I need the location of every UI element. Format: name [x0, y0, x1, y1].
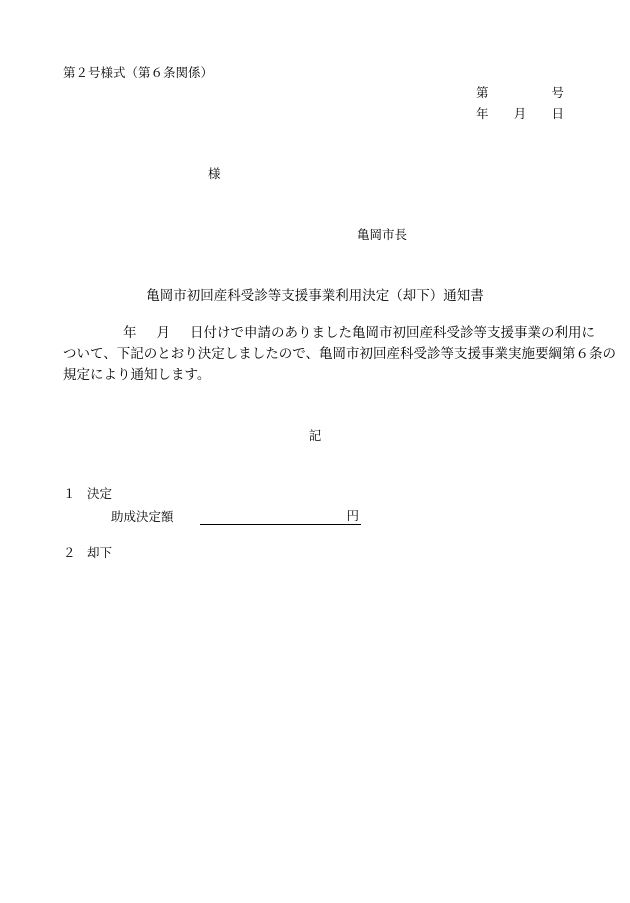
- body-month-label: 月: [156, 325, 170, 341]
- item-decision: [63, 486, 112, 502]
- body-year-label: 年: [123, 325, 137, 341]
- item-number: ２: [63, 545, 76, 560]
- form-reference: 第２号様式（第６条関係）: [63, 65, 214, 80]
- recipient-honorific: 様: [208, 166, 221, 181]
- date-day-label: 日: [551, 106, 564, 121]
- number-prefix: 第: [476, 85, 489, 100]
- body-paragraph: [63, 323, 616, 386]
- body-line-2: ついて、下記のとおり決定しましたので、亀岡市初回産科受診等支援事業実施要綱第６条の: [63, 346, 616, 362]
- document-number-row: [476, 85, 564, 101]
- item-label: 決定: [87, 486, 113, 501]
- ki-heading: 記: [308, 428, 322, 443]
- item-label: 却下: [87, 545, 113, 560]
- grant-amount-label: 助成決定額: [111, 509, 174, 524]
- grant-amount-blank: [200, 509, 347, 525]
- item-number: １: [63, 486, 76, 501]
- body-line-3: 規定により通知します。: [63, 367, 211, 383]
- body-line-1-text: 日付けで申請のありました亀岡市初回産科受診等支援事業の利用に: [190, 325, 595, 341]
- body-line-1: [63, 323, 595, 344]
- grant-amount-row: [111, 508, 361, 525]
- date-month-label: 月: [513, 106, 527, 121]
- document-title: 亀岡市初回産科受診等支援事業利用決定（却下）通知書: [146, 288, 484, 304]
- item-rejection: [63, 545, 112, 561]
- sender-name: 亀岡市長: [357, 227, 408, 242]
- number-suffix: 号: [551, 85, 564, 100]
- date-year-label: 年: [476, 106, 489, 121]
- document-date-row: [476, 106, 564, 122]
- grant-amount-unit: 円: [346, 508, 360, 523]
